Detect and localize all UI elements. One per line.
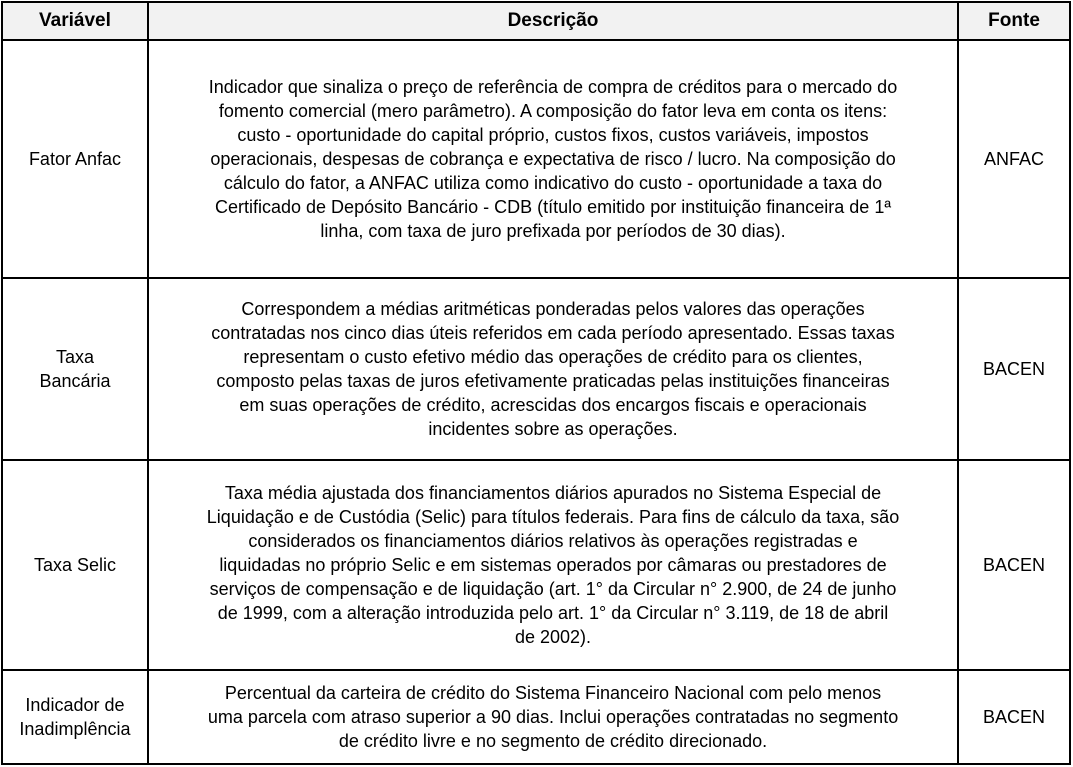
source-cell: BACEN — [958, 278, 1070, 460]
table-row — [2, 460, 1070, 670]
variables-table — [1, 1, 1071, 765]
table-row — [2, 40, 1070, 278]
header-description: Descrição — [148, 2, 958, 40]
variable-cell: Taxa Bancária — [2, 278, 148, 460]
variable-cell: Taxa Selic — [2, 460, 148, 670]
variable-cell: Fator Anfac — [2, 40, 148, 278]
source-cell: BACEN — [958, 460, 1070, 670]
description-cell: Indicador que sinaliza o preço de referência de compra de créditos para o mercado do fomento comercial (mero parâmetro). A composição do fator leva em conta os itens: custo - oportunidade do capital próprio, custos fixos, custos variáveis, impostos operacionais, despesas de cobrança e expectativa de risco / lucro. Na composição do cálculo do fator, a ANFAC utiliza como indicativo do custo - oportunidade a taxa do Certificado de Depósito Bancário - CDB (título emitido por instituição financeira de 1ª linha, com taxa de juro prefixada por períodos de 30 dias). — [148, 40, 958, 278]
table-row — [2, 278, 1070, 460]
table-row — [2, 670, 1070, 764]
description-cell: Taxa média ajustada dos financiamentos diários apurados no Sistema Especial de Liquidação e de Custódia (Selic) para títulos federais. Para fins de cálculo da taxa, são considerados os financiamentos diários relativos às operações registradas e liquidadas no próprio Selic e em sistemas operados por câmaras ou prestadores de serviços de compensação e de liquidação (art. 1° da Circular n° 2.900, de 24 de junho de 1999, com a alteração introduzida pelo art. 1° da Circular n° 3.119, de 18 de abril de 2002). — [148, 460, 958, 670]
description-cell: Correspondem a médias aritméticas ponderadas pelos valores das operações contratadas nos cinco dias úteis referidos em cada período apresentado. Essas taxas representam o custo efetivo médio das operações de crédito para os clientes, composto pelas taxas de juros efetivamente praticadas pelas instituições financeiras em suas operações de crédito, acrescidas dos encargos fiscais e operacionais incidentes sobre as operações. — [148, 278, 958, 460]
description-cell: Percentual da carteira de crédito do Sistema Financeiro Nacional com pelo menos uma parcela com atraso superior a 90 dias. Inclui operações contratadas no segmento de crédito livre e no segmento de crédito direcionado. — [148, 670, 958, 764]
header-source: Fonte — [958, 2, 1070, 40]
header-row — [2, 2, 1070, 40]
source-cell: ANFAC — [958, 40, 1070, 278]
source-cell: BACEN — [958, 670, 1070, 764]
variable-cell: Indicador de Inadimplência — [2, 670, 148, 764]
header-variable: Variável — [2, 2, 148, 40]
